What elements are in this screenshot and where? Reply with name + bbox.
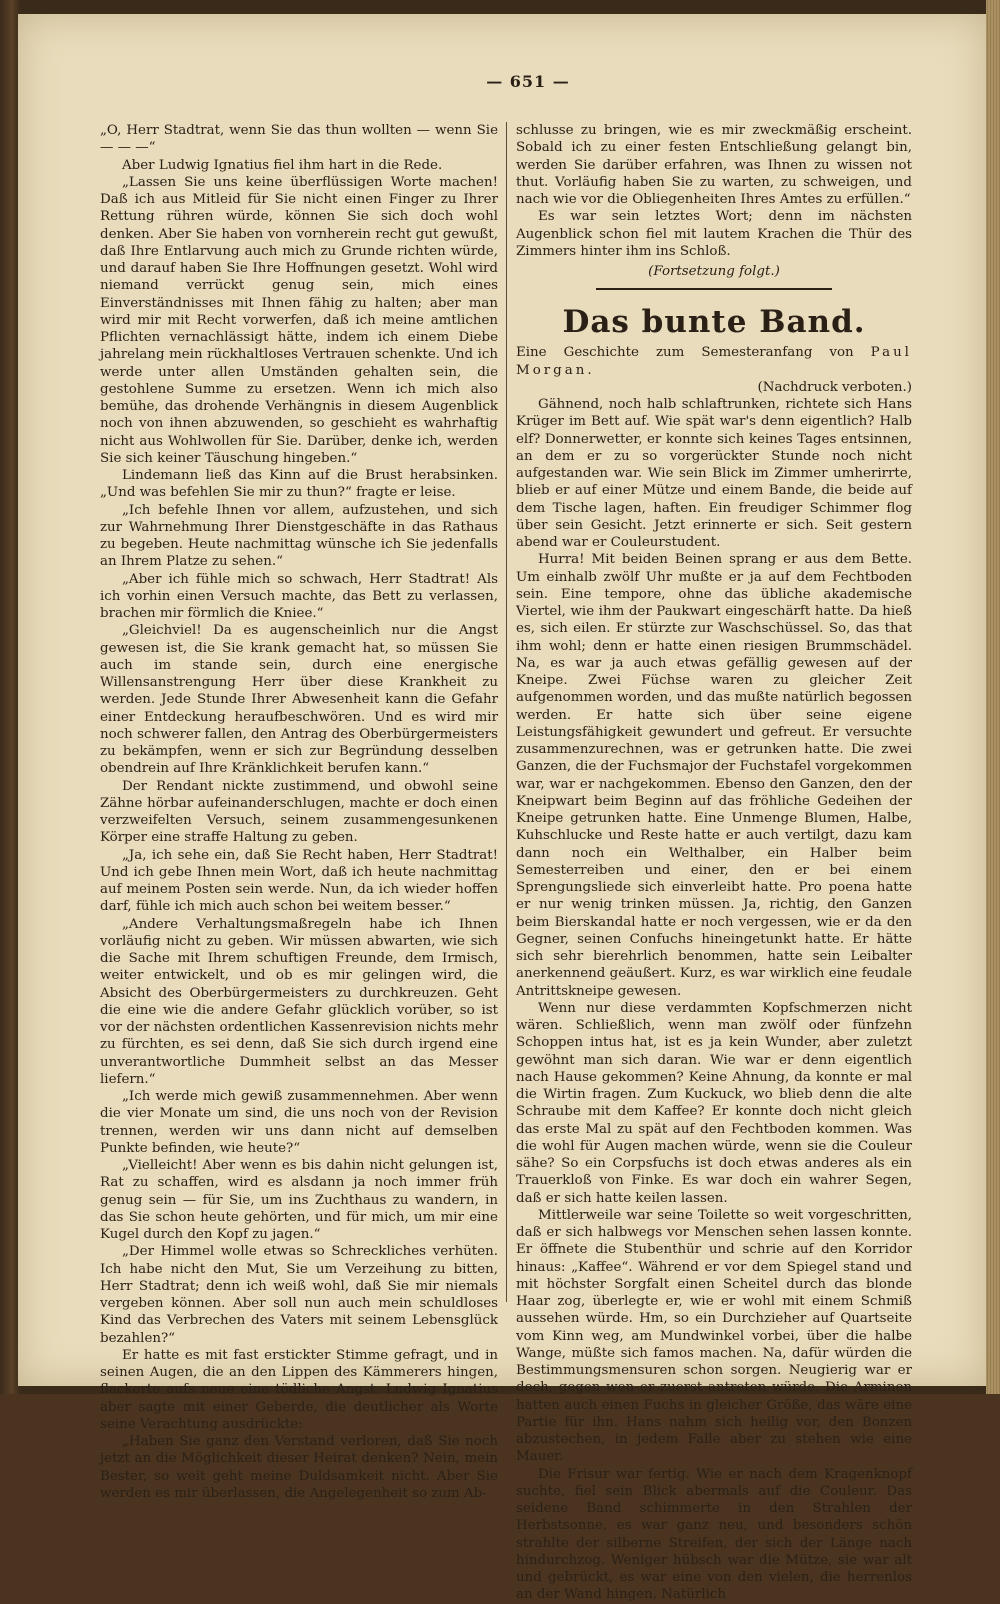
left-column bbox=[100, 122, 498, 1502]
story-title: Das bunte Band. bbox=[562, 304, 866, 341]
subtitle-prefix: Eine Geschichte zum Semesteranfang von bbox=[516, 345, 854, 361]
story-subtitle bbox=[516, 344, 912, 379]
left-paragraph: „Aber ich fühle mich so schwach, Herr Stadtrat! Als ich vorhin einen Versuch machte, das Bett zu verlassen, brachen mir förmlich die Kniee.“ bbox=[100, 571, 498, 621]
continuation-paragraph: Es war sein letztes Wort; denn im nächsten Augenblick schon fiel mit lautem Krachen die Thür des Zimmers hinter ihm ins Schloß. bbox=[516, 209, 912, 259]
story-paragraph: Mittlerweile war seine Toilette so weit vorgeschritten, daß er sich halbwegs vor Menschen sehen lassen konnte. Er öffnete die Stubenthür und schrie auf den Korridor hinaus: „Kaffee“. Während er vor dem Spiegel stand und mit höchster Sorgfalt einen Scheitel durch das blonde Haar zog, überlegte er, wie er wohl mit einem Schmiß aussehen würde. Hm, so ein Durchzieher auf Quartseite vom Kinn weg, am Mundwinkel vorbei, über die halbe Wange, müßte sich famos machen. Na, dafür würden die Bestimmungsmensuren schon sorgen. Neugierig war er doch, gegen wen er zuerst antreten würde. Die Arminen hatten auch einen Fuchs in gleicher Größe, das wäre eine Partie für ihn. Hans nahm sich heilig vor, den Bonzen abzustechen, in jedem Falle aber zu stehen wie eine Mauer. bbox=[516, 1207, 912, 1465]
column-divider bbox=[506, 122, 507, 1302]
left-paragraph: „Ich befehle Ihnen vor allem, aufzustehen, und sich zur Wahrnehmung Ihrer Dienstgeschäfte in das Rathaus zu begeben. Heute nachmittag wünsche ich Sie jedenfalls an Ihrem Platze zu sehen.“ bbox=[100, 502, 498, 570]
left-paragraph: „Gleichviel! Da es augenscheinlich nur die Angst gewesen ist, die Sie krank gemacht hat, so müssen Sie auch im stande sein, durch eine energische Willensanstrengung Herr über diese Krankheit zu werden. Jede Stunde Ihrer Abwesenheit kann die Gefahr einer Entdeckung heraufbeschwören. Und es wird mir noch schwerer fallen, den Antrag des Oberbürgermeisters zu bekämpfen, wenn er sich zur Begründung desselben obendrein auf Ihre Kränklichkeit berufen kann.“ bbox=[100, 623, 498, 777]
left-paragraph: Aber Ludwig Ignatius fiel ihm hart in die Rede. bbox=[122, 157, 443, 173]
left-paragraph: „Haben Sie ganz den Verstand verloren, daß Sie noch jetzt an die Möglichkeit dieser Heirat denken? Nein, mein Bester, so weit geht meine Duldsamkeit nicht. Aber Sie werden es mir überlassen, die Angelegenheit so zum Ab- bbox=[100, 1434, 498, 1501]
left-paragraph: „Vielleicht! Aber wenn es bis dahin nicht gelungen ist, Rat zu schaffen, wird es alsdann ja noch immer früh genug sein — für Sie, um ins Zuchthaus zu wandern, in das Sie schon heute gehörten, und für mich, um mir eine Kugel durch den Kopf zu jagen.“ bbox=[100, 1158, 498, 1242]
left-paragraph: „O, Herr Stadtrat, wenn Sie das thun wollten — wenn Sie — — —“ bbox=[100, 123, 498, 156]
left-paragraph: „Lassen Sie uns keine überflüssigen Worte machen! Daß ich aus Mitleid für Sie nicht einen Finger zu Ihrer Rettung rühren würde, können Sie sich doch wohl denken. Aber Sie haben von vornherein recht gut gewußt, daß Ihre Entlarvung auch mich zu Grunde richten würde, und darauf haben Sie Ihre Hoffnungen gesetzt. Wohl wird niemand verrückt genug sein, mich eines Einverständnisses mit Ihnen fähig zu halten; aber man wird mir mit Recht vorwerfen, daß ich meine amtlichen Pflichten vernachlässigt hätte, indem ich einem Diebe jahrelang mein rückhaltloses Vertrauen schenkte. Und ich werde unter allen Umständen gehalten sein, die gestohlene Summe zu ersetzen. Wenn ich mich also bemühe, das drohende Verhängnis in diesem Augenblick noch von ihnen abzuwenden, so geschieht es wahrhaftig nicht aus Wohlwollen für Sie. Darüber, denke ich, werden Sie sich keiner Täuschung hingeben.“ bbox=[100, 174, 498, 466]
left-paragraph: „Der Himmel wolle etwas so Schreckliches verhüten. Ich habe nicht den Mut, Sie um Verzeihung zu bitten, Herr Stadtrat; denn ich weiß wohl, daß Sie mir niemals vergeben können. Aber soll nun auch mein schuldloses Kind das Verbrechen des Vaters mit seinem Lebensglück bezahlen?“ bbox=[100, 1244, 498, 1346]
reprint-note: (Nachdruck verboten.) bbox=[757, 379, 912, 395]
section-divider bbox=[596, 288, 832, 290]
story-paragraph: Die Frisur war fertig. Wie er nach dem Kragenknopf suchte, fiel sein Blick abermals auf die Couleur. Das seidene Band schimmerte in den Strahlen der Herbstsonne, es war ganz neu, und besonders schön strahlte der silberne Streifen, der sich der Länge nach hindurchzog. Weniger hübsch war die Mütze, sie war alt und gebrückt, es war eine von den vielen, die herrenlos an der Wand hingen. Natürlich bbox=[516, 1466, 912, 1603]
continuation-paragraph: schlusse zu bringen, wie es mir zweckmäßig erscheint. Sobald ich zu einer festen Entschließung gelangt bin, werden Sie darüber erfahren, was Ihnen zu wissen not thut. Vorläufig haben Sie zu warten, zu schweigen, und nach wie vor die Obliegenheiten Ihres Amtes zu erfüllen.“ bbox=[516, 123, 912, 207]
left-paragraph: Er hatte es mit fast erstickter Stimme gefragt, und in seinen Augen, die an den Lippen des Kämmerers hingen, flackerte aufs neue eine tödliche Angst. Ludwig Ignatius aber sagte mit einer Geberde, die deutlicher als Worte seine Verachtung ausdrückte: bbox=[100, 1347, 498, 1432]
author-name: Paul Morgan. bbox=[516, 345, 912, 378]
left-paragraph: Lindemann ließ das Kinn auf die Brust herabsinken. „Und was befehlen Sie mir zu thun?“ fragte er leise. bbox=[100, 468, 498, 501]
to-be-continued: (Fortsetzung folgt.) bbox=[648, 264, 780, 279]
story-paragraph: Gähnend, noch halb schlaftrunken, richtete sich Hans Krüger im Bett auf. Wie spät war's denn eigentlich? Halb elf? Donnerwetter, er konnte sich keines Tages entsinnen, an dem er zu so vorgerückter Stunde noch nicht aufgestanden war. Wie sein Blick im Zimmer umherirrte, blieb er auf einer Mütze und einem Bande, die beide auf dem Tische lagen, haften. Ein freudiger Schimmer flog über sein Gesicht. Jetzt erinnerte er sich. Seit gestern abend war er Couleurstudent. bbox=[516, 397, 912, 550]
left-paragraph: „Ja, ich sehe ein, daß Sie Recht haben, Herr Stadtrat! Und ich gebe Ihnen mein Wort, daß ich heute nachmittag auf meinem Posten sein werde. Nun, da ich wieder hoffen darf, fühle ich mich auch schon bei weitem besser.“ bbox=[100, 847, 498, 915]
right-column bbox=[516, 122, 912, 1604]
left-paragraph: „Ich werde mich gewiß zusammennehmen. Aber wenn die vier Monate um sind, die uns noch von der Revision trennen, werden wir uns dann nicht auf demselben Punkte befinden, wie heute?“ bbox=[100, 1089, 498, 1156]
left-paragraph: Der Rendant nickte zustimmend, und obwohl seine Zähne hörbar aufeinanderschlugen, machte er doch einen verzweifelten Versuch, seinem zusammengesunkenen Körper eine straffe Haltung zu geben. bbox=[100, 778, 498, 846]
page-number: — 651 — bbox=[486, 72, 570, 91]
story-paragraph: Hurra! Mit beiden Beinen sprang er aus dem Bette. Um einhalb zwölf Uhr mußte er ja auf dem Fechtboden sein. Eine tempore, ohne das übliche akademische Viertel, wie ihm der Paukwart eingeschärft hatte. Da hieß es, sich eilen. Er stürzte zur Waschschüssel. So, das that ihm wohl; denn er hatte einen riesigen Brummschädel. Na, es war ja auch etwas gefällig gewesen auf der Kneipe. Zwei Füchse waren zu gleicher Zeit aufgenommen worden, und das mußte natürlich begossen werden. Er hatte sich über seine eigene Leistungsfähigkeit gewundert und gefreut. Er versuchte zusammenzurechnen, was er getrunken hatte. Die zwei Ganzen, die der Fuchsmajor der Fuchstafel vorgekommen war, war er nachgekommen. Ebenso den Ganzen, den der Kneipwart beim Beginn auf das fröhliche Gedeihen der Kneipe getrunken hatte. Eine Unmenge Blumen, Halbe, Kuhschlucke und Reste hatte er auch vertilgt, dazu kam dann noch ein Welthalber, ein Halber beim Semesterreiben und einer, den er bei einem Sprengungsliede sich einverleibt hatte. Pro poena hatte er nur wenig trinken müssen. Ja, richtig, den Ganzen beim Bierskandal hatte er noch vergessen, wie er da den Gegner, seinen Confuchs hineingetunkt hatte. Er hätte sich sehr bierehrlich benommen, hatte sein Leibalter anerkennend geäußert. Kurz, es war wirklich eine feudale Antrittskneipe gewesen. bbox=[516, 552, 912, 999]
page-edge-stack bbox=[986, 0, 1000, 1394]
left-paragraph: „Andere Verhaltungsmaßregeln habe ich Ihnen vorläufig nicht zu geben. Wir müssen abwarten, wie sich die Sache mit Ihrem schuftigen Freunde, dem Irmisch, weiter entwickelt, und ob es mir gelingen wird, die Absicht des Oberbürgermeisters zu durchkreuzen. Geht die eine wie die andere Gefahr glücklich vorüber, so ist vor der nächsten ordentlichen Kassenrevision nichts mehr zu fürchten, es sei denn, daß Sie sich durch irgend eine unverantwortliche Dummheit selbst an das Messer liefern.“ bbox=[100, 916, 498, 1087]
story-paragraph: Wenn nur diese verdammten Kopfschmerzen nicht wären. Schließlich, wenn man zwölf oder fünfzehn Schoppen intus hat, ist es ja kein Wunder, aber zuletzt gewöhnt man sich daran. Wie war er denn eigentlich nach Hause gekommen? Keine Ahnung, da konnte er mal die Wirtin fragen. Zum Kuckuck, wo blieb denn die alte Schraube mit dem Kaffee? Er konnte doch nicht gleich das erste Mal zu spät auf den Fechtboden kommen. Was die wohl für Augen machen würde, wenn sie die Couleur sähe? So ein Corpsfuchs ist doch etwas anderes als ein Trauerkloß von Finke. Es war doch ein wahrer Segen, daß er sich hatte keilen lassen. bbox=[516, 1000, 912, 1206]
